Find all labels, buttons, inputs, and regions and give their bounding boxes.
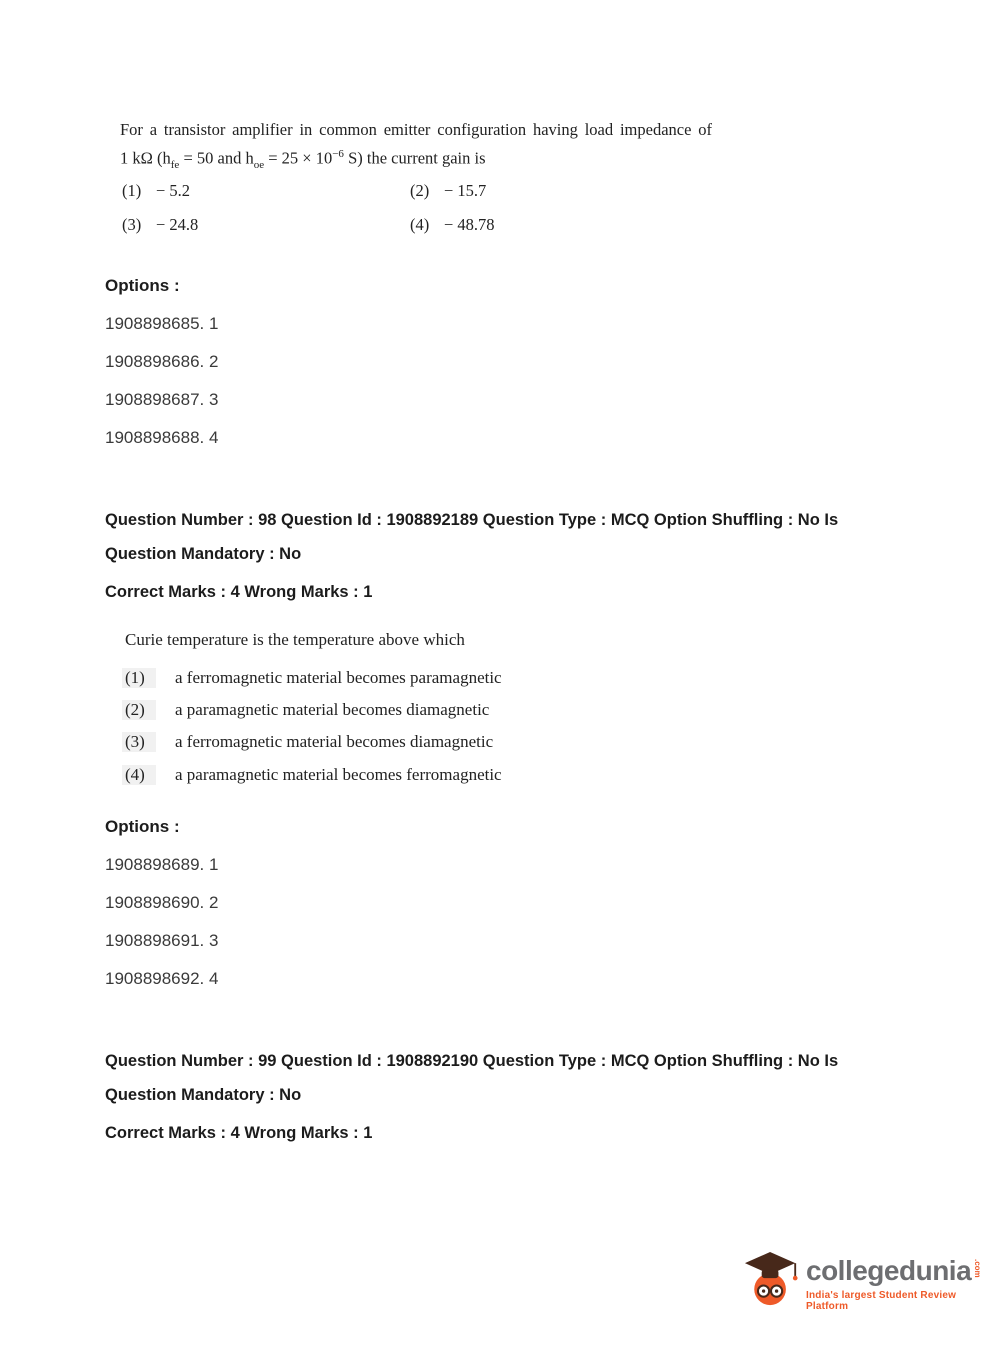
q97-line2-part: = 50 and h (179, 148, 254, 168)
option-number: (1) (122, 181, 142, 200)
answer-id: 1908898690. 2 (105, 893, 219, 912)
options-label-q97: Options : (105, 276, 180, 295)
option-number: (2) (122, 700, 156, 720)
collegedunia-mascot-icon (744, 1248, 798, 1315)
option-value: − 24.8 (156, 215, 199, 234)
question-98-meta (105, 503, 925, 571)
question-97-line2 (120, 142, 712, 177)
brand-suffix: .com (973, 1259, 983, 1278)
question-98-option-2 (122, 700, 489, 720)
question-99-marks: Correct Marks : 4 Wrong Marks : 1 (105, 1124, 373, 1142)
question-97-line1: For a transistor amplifier in common emitter configuration having load impedance of (120, 120, 712, 139)
option-value: − 15.7 (444, 181, 487, 200)
question-98-option-4 (122, 765, 502, 785)
answer-id: 1908898686. 2 (105, 352, 219, 371)
question-98-text: Curie temperature is the temperature above which (125, 630, 465, 649)
options-label-q98: Options : (105, 817, 180, 836)
option-value: − 5.2 (156, 181, 191, 200)
q97-line2-part: 1 kΩ (h (120, 148, 171, 168)
question-98-option-3 (122, 732, 493, 752)
question-97-text (120, 118, 712, 177)
question-99-meta-line1: Question Number : 99 Question Id : 1908892190 Question Type : MCQ Option Shuffling : No Is (105, 1052, 839, 1070)
option-value: − 48.78 (444, 215, 495, 234)
option-number: (1) (122, 668, 156, 688)
brand-tagline: India's largest Student Review Platform (806, 1290, 957, 1312)
option-text: a paramagnetic material becomes ferromagnetic (175, 765, 502, 784)
answer-id: 1908898688. 4 (105, 428, 219, 447)
option-number: (4) (410, 215, 430, 234)
answer-id: 1908898687. 3 (105, 390, 219, 409)
question-99-meta-line2: Question Mandatory : No (105, 1086, 302, 1104)
q97-line2-part: S) the current gain is (343, 148, 486, 168)
brand-name: collegedunia (806, 1255, 972, 1286)
option-text: a paramagnetic material becomes diamagnetic (175, 700, 490, 719)
question-98-marks: Correct Marks : 4 Wrong Marks : 1 (105, 583, 373, 601)
question-98-meta-line1: Question Number : 98 Question Id : 1908892189 Question Type : MCQ Option Shuffling : No Is (105, 511, 839, 529)
question-97-option-1 (122, 181, 190, 201)
q97-subscript-hoe: oe (253, 158, 265, 171)
option-number: (4) (122, 765, 156, 785)
answer-id: 1908898692. 4 (105, 969, 219, 988)
answer-id: 1908898691. 3 (105, 931, 219, 950)
answer-id: 1908898689. 1 (105, 855, 219, 874)
option-text: a ferromagnetic material becomes diamagnetic (175, 732, 494, 751)
question-99-meta (105, 1044, 925, 1112)
option-text: a ferromagnetic material becomes paramagnetic (175, 668, 502, 687)
option-number: (3) (122, 215, 142, 234)
answer-id: 1908898685. 1 (105, 314, 219, 333)
question-97-option-3 (122, 215, 198, 235)
question-97-option-4 (410, 215, 495, 235)
question-98-option-1 (122, 668, 502, 688)
collegedunia-logo (744, 1248, 1001, 1315)
q97-superscript-exponent: −6 (332, 148, 344, 160)
option-number: (2) (410, 181, 430, 200)
question-98-meta-line2: Question Mandatory : No (105, 545, 302, 563)
q97-subscript-hfe: fe (170, 158, 180, 171)
question-97-option-2 (410, 181, 486, 201)
q97-line2-part: = 25 × 10 (264, 148, 333, 168)
option-number: (3) (122, 732, 156, 752)
